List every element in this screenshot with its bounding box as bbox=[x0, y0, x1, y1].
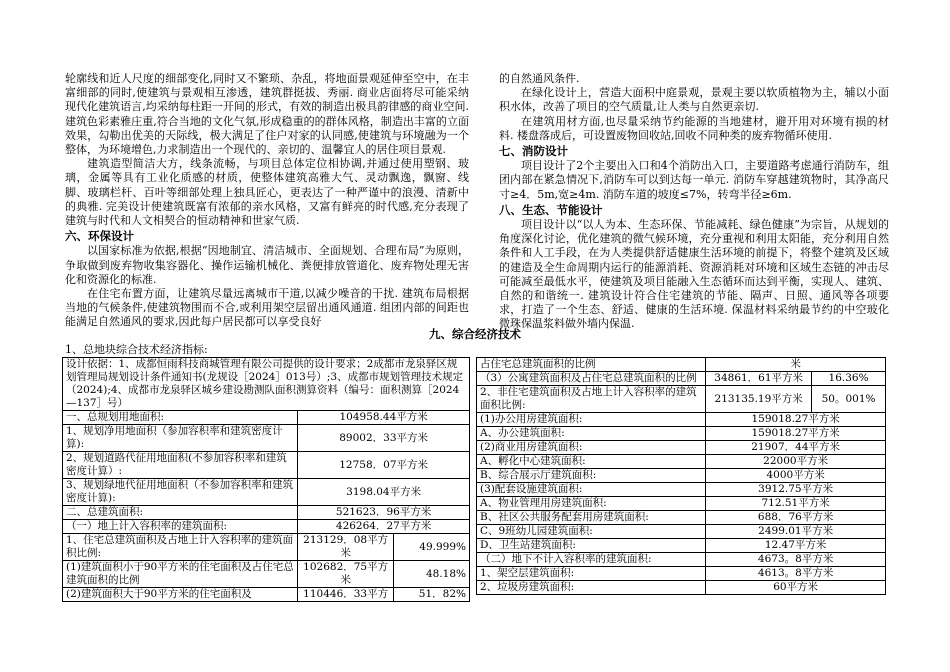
row-value: 2499.01平方米 bbox=[706, 525, 886, 539]
table-row bbox=[63, 534, 470, 561]
row-value: 159018.27平方米 bbox=[706, 427, 886, 441]
table-row bbox=[477, 497, 886, 511]
row-label: 2、垃圾房建筑面积: bbox=[477, 581, 706, 595]
row-value: 34861．61平方米 bbox=[706, 372, 812, 386]
row-label: B、综合展示厅建筑面积: bbox=[477, 469, 706, 483]
row-label: 二、总建筑面积: bbox=[63, 506, 298, 520]
row-value: 521623．96平方米 bbox=[298, 506, 470, 520]
table-row bbox=[63, 452, 470, 479]
table-row bbox=[477, 372, 886, 386]
row-percent: 50。001% bbox=[812, 386, 886, 413]
paragraph: 在住宅布置方面，让建筑尽量远离城市干道,以减少噪音的干扰. 建筑布局根据当地的气候条件,使建筑物围而不合,或利用架空层留出通风通道. 组团内部的间距也能满足自然通风的要求,因此每户居民都可以享受良好 bbox=[65, 287, 469, 329]
table-row bbox=[477, 427, 886, 441]
section-title: 九、综合经济技术 bbox=[429, 327, 521, 341]
design-basis-cell: 设计依据：1、成都恒雨科技商城管理有限公司提供的设计要求；2成都市龙泉驿区规划管理局规划设计条件通知书(龙规设［2024］013号）;3、成都市规划管理技术规定（2024);4、成都市龙泉驿区城乡建设勘测队面积测算资料（编号：面积测算［2024—137］号） bbox=[63, 358, 470, 411]
table-row bbox=[477, 441, 886, 455]
row-label: （二）地下不计入容积率的建筑面积: bbox=[477, 553, 706, 567]
paragraph: 在建筑用材方面,也尽量采纳节约能源的当地建材，避开用对环境有损的材料. 楼盘落成后，可设置废物回收站,回收不同种类的废弃物循环使用. bbox=[499, 114, 889, 142]
indicators-table-right bbox=[476, 357, 886, 595]
table-row bbox=[477, 413, 886, 427]
row-value: 213135.19平方米 bbox=[706, 386, 812, 413]
row-value: 12.47平方米 bbox=[706, 539, 886, 553]
row-value: 12758．07平方米 bbox=[298, 452, 470, 479]
row-label: (1)办公用房建筑面积: bbox=[477, 413, 706, 427]
table-row bbox=[63, 411, 470, 425]
table-row bbox=[477, 581, 886, 595]
row-label: (2)商业用房建筑面积: bbox=[477, 441, 706, 455]
table-row bbox=[477, 511, 886, 525]
row-value: 60平方米 bbox=[706, 581, 886, 595]
paragraph: 建筑造型简洁大方，线条流畅，与项目总体定位相协调,并通过使用塑钢、玻璃，金属等具有工业化质感的材质，使整体建筑高雅大气、灵动飘逸，飘窗、线脚、玻璃栏杆、百叶等细部处理上独具匠心，更表达了一种严谨中的浪漫、清新中的典雅. 完美设计使建筑既富有浓郁的亲水风格，又富有鲜亮的时代感,充分表现了建筑与时代和人文相契合的恒动精神和世家气质. bbox=[65, 157, 469, 228]
row-value: 4673。8平方米 bbox=[706, 553, 886, 567]
table-row bbox=[477, 469, 886, 483]
row-value: 688．76平方米 bbox=[706, 511, 886, 525]
row-label: D、卫生站建筑面积: bbox=[477, 539, 706, 553]
section-heading: 七、消防设计 bbox=[499, 144, 568, 159]
table-row bbox=[63, 506, 470, 520]
row-percent: 16.36% bbox=[812, 372, 886, 386]
paragraph: 的自然通风条件. bbox=[499, 72, 580, 85]
row-percent: 51．82% bbox=[394, 588, 470, 602]
table-row bbox=[477, 358, 886, 372]
table-row bbox=[63, 425, 470, 452]
row-value: 3912.75平方米 bbox=[706, 483, 886, 497]
row-percent: 49.999% bbox=[394, 534, 470, 561]
row-label: 3、规划绿地代征用地面积（不参加容积率和建筑密度计算): bbox=[63, 479, 298, 506]
row-label: 一、总规划用地面积: bbox=[63, 411, 298, 425]
row-label: B、社区公共服务配套用房建筑面积: bbox=[477, 511, 706, 525]
row-label: 2、非住宅建筑面积及占地上计入容积率的建筑面积比例: bbox=[477, 386, 706, 413]
left-text-column bbox=[65, 72, 469, 330]
row-value: 4613。8平方米 bbox=[706, 567, 886, 581]
table-row bbox=[477, 567, 886, 581]
row-value: 102682．75平方米 bbox=[298, 561, 394, 588]
table-row bbox=[63, 588, 470, 602]
row-value: 89002．33平方米 bbox=[298, 425, 470, 452]
row-label: （3）公寓建筑面积及占住宅总建筑面积的比例 bbox=[477, 372, 706, 386]
row-label: A、孵化中心建筑面积: bbox=[477, 455, 706, 469]
table-row bbox=[63, 358, 470, 411]
row-label: A、物业管理用房建筑面积: bbox=[477, 497, 706, 511]
row-value: 4000平方米 bbox=[706, 469, 886, 483]
row-value: 米 bbox=[706, 358, 886, 372]
table-row bbox=[63, 479, 470, 506]
row-value: 426264．27平方米 bbox=[298, 520, 470, 534]
row-label: 1、住宅总建筑面积及占地上计入容积率的建筑面积比例: bbox=[63, 534, 298, 561]
table-row bbox=[477, 539, 886, 553]
row-value: 159018.27平方米 bbox=[706, 413, 886, 427]
indicators-table-left bbox=[62, 357, 470, 602]
section-heading: 六、环保设计 bbox=[65, 229, 134, 244]
row-percent: 48.18% bbox=[394, 561, 470, 588]
row-label: A、办公建筑面积: bbox=[477, 427, 706, 441]
row-label: (2)建筑面积大于90平方米的住宅面积及 bbox=[63, 588, 298, 602]
indicators-label: 1、总地块综合技术经济指标: bbox=[65, 343, 208, 356]
paragraph: 项目设计了2个主要出入口和4个消防出入口，主要道路考虑通行消防车，组团内部在紧急情况下,消防车可以到达每一单元. 消防车穿越建筑物时，其净高尺寸≥4．5m,宽≥4m. 消防车道的坡度≤7%，转弯半径≥6m. bbox=[499, 159, 889, 201]
table-row bbox=[477, 525, 886, 539]
row-label: 1、架空层建筑面积: bbox=[477, 567, 706, 581]
row-label: （一）地上计入容积率的建筑面积: bbox=[63, 520, 298, 534]
row-label: (3)配套设施建筑面积: bbox=[477, 483, 706, 497]
table-row bbox=[63, 520, 470, 534]
table-row bbox=[477, 483, 886, 497]
row-value: 104958.44平方米 bbox=[298, 411, 470, 425]
row-value: 110446．33平方 bbox=[298, 588, 394, 602]
table-row bbox=[63, 561, 470, 588]
paragraph: 项目设计以“以人为本、生态环保、节能减耗、绿色健康”为宗旨，从规划的角度深化讨论，优化建筑的微气候环境，充分重视和利用太阳能，充分利用自然条件和人工手段，在为人类提供舒适健康生活环境的前提下，将整个建筑及区域的建造及全生命周期内运行的能源消耗、资源消耗对环境和区域生态链的冲击尽可能减至最低水平，使建筑及项目能融入生态循环而达到平衡，实现人、建筑、自然的和谐统一. 建筑设计符合住宅建筑的节能、隔声、日照、通风等各项要求，打造了一个生态、舒适、健康的生活环境. 保温材料采纳最节约的中空玻化微珠保温浆料做外墙内保温. bbox=[499, 218, 889, 331]
row-value: 3198.04平方米 bbox=[298, 479, 470, 506]
right-text-column bbox=[499, 72, 889, 332]
row-label: 1、规划净用地面积（参加容积率和建筑密度计算): bbox=[63, 425, 298, 452]
paragraph: 在绿化设计上，营造大面积中庭景观，景观主要以软质植物为主，辅以小面积水体，改善了项目的空气质量,让人类与自然更亲切. bbox=[499, 86, 889, 114]
row-label: 2、规划道路代征用地面积(不参加容积率和建筑密度计算）: bbox=[63, 452, 298, 479]
row-value: 21907．44平方米 bbox=[706, 441, 886, 455]
section-heading: 八、生态、节能设计 bbox=[499, 202, 603, 217]
row-label: C、9班幼儿园建筑面积: bbox=[477, 525, 706, 539]
paragraph: 轮廓线和近人尺度的细部变化,同时又不繁琐、杂乱，将地面景观延伸至空中，在丰富细部的同时,使建筑与景观相互渗透，建筑群挺拔、秀丽. 商业店面将尽可能采纳现代化建筑语言,均采纳每柱距一开间的形式，有效的制造出极具韵律感的商业空间. 建筑色彩素雅庄重,符合当地的文化气氛,形成稳重的的群体风格，制造出丰富的立面效果，勾勒出优美的天际线，极大满足了住户对家的认同感,使建筑与环境融为一个整体，为环境增色,力求制造出一个现代的、亲切的、温馨宜人的居住项目景观. bbox=[65, 72, 469, 157]
row-value: 712.51平方米 bbox=[706, 497, 886, 511]
row-label: (1)建筑面积小于90平方米的住宅面积及占住宅总建筑面积的比例 bbox=[63, 561, 298, 588]
row-label: 占住宅总建筑面积的比例 bbox=[477, 358, 706, 372]
table-row bbox=[477, 386, 886, 413]
table-row bbox=[477, 553, 886, 567]
paragraph: 以国家标准为依据,根据“因地制宜、清洁城市、全面规划、合理布局”为原则，争取做到废弃物收集容器化、操作运输机械化、粪便排放管道化、废弃物处理无害化和资源化的标准. bbox=[65, 244, 469, 286]
table-row bbox=[477, 455, 886, 469]
row-value: 213129．08平方米 bbox=[298, 534, 394, 561]
row-value: 22000平方米 bbox=[706, 455, 886, 469]
